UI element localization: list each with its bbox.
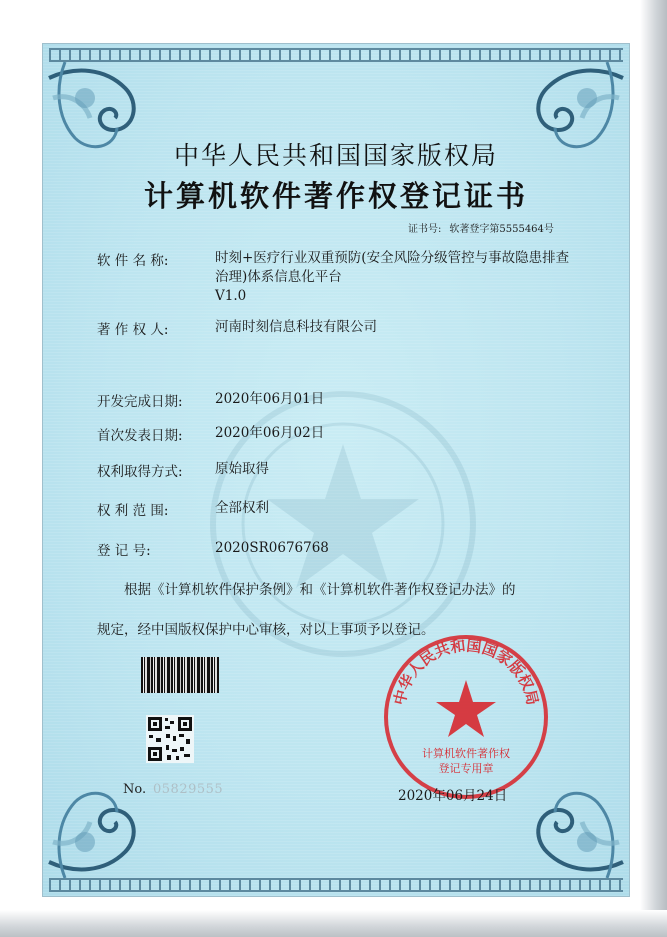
page-shadow-right xyxy=(640,0,667,937)
scope-label: 权 利 范 围: xyxy=(97,503,169,519)
reg-value: 2020SR0676768 xyxy=(215,540,329,556)
barcode xyxy=(141,657,219,693)
serial-number-label: No. xyxy=(123,782,147,797)
software-name-value: 时刻+医疗行业双重预防(安全风险分级管控与事故隐患排查治理)体系信息化平台 xyxy=(215,250,570,285)
obtain-label: 权利取得方式: xyxy=(97,464,183,480)
qr-code xyxy=(146,715,194,763)
software-version: V1.0 xyxy=(215,288,247,304)
scope-value: 全部权利 xyxy=(215,500,269,516)
pub-date-label: 首次发表日期: xyxy=(97,428,183,444)
software-name-block xyxy=(215,249,575,306)
seal-inner-line-2: 登记专用章 xyxy=(438,762,494,775)
certificate-title: 计算机软件著作权登记证书 xyxy=(143,179,528,213)
statement-line-2: 规定，经中国版权保护中心审核，对以上事项予以登记。 xyxy=(97,622,435,638)
certificate xyxy=(42,43,630,897)
software-name-label: 软 件 名 称: xyxy=(97,253,169,269)
statement-line-1: 根据《计算机软件保护条例》和《计算机软件著作权登记办法》的 xyxy=(124,582,516,598)
seal-ring-text: 中华人民共和国国家版权局 xyxy=(390,636,542,707)
serial-number-value: 05829555 xyxy=(153,782,224,797)
certificate-number-value: 软著登字第5555464号 xyxy=(449,224,554,235)
author-value: 河南时刻信息科技有限公司 xyxy=(215,319,377,335)
certificate-number-label: 证书号: xyxy=(408,224,442,235)
reg-label: 登 记 号: xyxy=(97,543,151,559)
issue-date: 2020年06月24日 xyxy=(398,788,508,804)
obtain-value: 原始取得 xyxy=(215,461,269,477)
pub-date-value: 2020年06月02日 xyxy=(215,425,325,441)
issuer-title: 中华人民共和国国家版权局 xyxy=(173,141,498,170)
author-label: 著 作 权 人: xyxy=(97,322,169,338)
dev-date-value: 2020年06月01日 xyxy=(215,391,325,407)
official-seal xyxy=(381,632,551,802)
seal-inner-line-1: 计算机软件著作权 xyxy=(422,747,510,760)
certificate-number xyxy=(408,220,554,235)
dev-date-label: 开发完成日期: xyxy=(97,394,183,410)
page-shadow-bottom xyxy=(0,910,667,937)
